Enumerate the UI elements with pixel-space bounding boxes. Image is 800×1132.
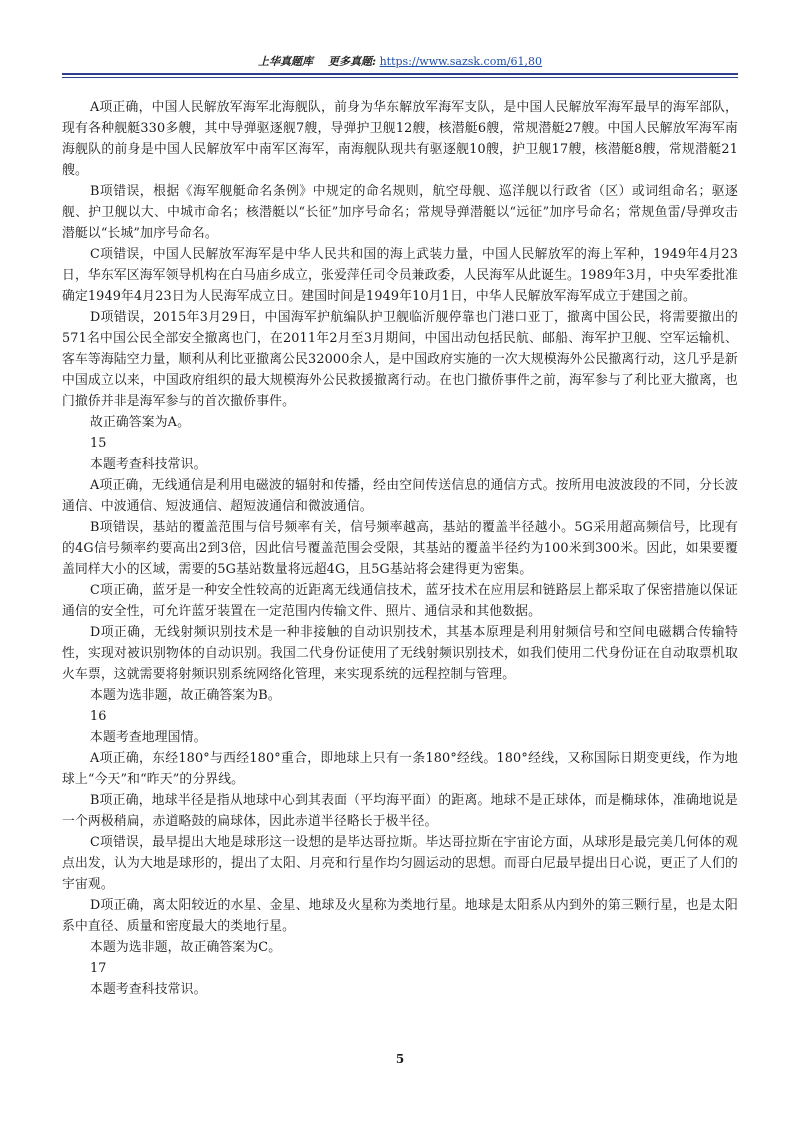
paragraph: A项正确，中国人民解放军海军北海舰队，前身为华东解放军海军支队，是中国人民解放军海军最早的海军部队，现有各种舰艇330多艘，其中导弹驱逐舰7艘，导弹护卫舰12艘，核潜艇6艘，常规潜艇27艘。中国人民解放军海军南海舰队的前身是中国人民解放军中南军区海军，南海舰队现共有驱逐舰10艘，护卫舰17艘，核潜艇8艘，常规潜艇21艘。 (62, 100, 738, 178)
answer-line: 本题为选非题，故正确答案为B。 (90, 688, 281, 703)
paragraph: D项错误，2015年3月29日，中国海军护航编队护卫舰临沂舰停靠也门港口亚丁，撤离中国公民，将需要撤出的571名中国公民全部安全撤离也门，在2011年2月至3月期间，中国出动包括民航、邮船、海军护卫舰、空军运输机、客车等海陆空力量，顺利从利比亚撤离公民32000余人，是中国政府实施的一次大规模海外公民撤离行动，这几乎是新中国成立以来，中国政府组织的最大规模海外公民救援撤离行动。在也门撤侨事件之前，海军参与了利比亚大撤离，也门撤侨并非是海军参与的首次撤侨事件。 (62, 310, 738, 409)
paragraph: A项正确，东经180°与西经180°重合，即地球上只有一条180°经线。180°经线，又称国际日期变更线，作为地球上“今天”和“昨天”的分界线。 (62, 751, 738, 787)
answer-line: 本题为选非题，故正确答案为C。 (90, 940, 282, 955)
paragraph: C项错误，中国人民解放军海军是中华人民共和国的海上武装力量，中国人民解放军的海上军种，1949年4月23日，华东军区海军领导机构在白马庙乡成立，张爱萍任司令员兼政委，人民海军从此诞生。1989年3月，中央军委批准确定1949年4月23日为人民海军成立日。建国时间是1949年10月1日，中华人民解放军海军成立于建国之前。 (62, 247, 738, 304)
paragraph: D项正确，离太阳较近的水星、金星、地球及火星称为类地行星。地球是太阳系从内到外的第三颗行星，也是太阳系中直径、质量和密度最大的类地行星。 (62, 898, 738, 934)
question-number: 15 (90, 436, 107, 451)
page-number: 5 (395, 1052, 405, 1066)
more-label: 更多真题: (328, 55, 377, 68)
topic-line: 本题考查科技常识。 (90, 457, 207, 472)
question-number: 17 (90, 961, 107, 976)
source-link[interactable]: https://www.sazsk.com/61,80 (379, 55, 542, 68)
question-number: 16 (90, 709, 107, 724)
page-header (0, 54, 800, 70)
paragraph: B项错误，根据《海军舰艇命名条例》中规定的命名规则，航空母舰、巡洋舰以行政省（区）或词组命名；驱逐舰、护卫舰以大、中城市命名；核潜艇以“长征”加序号命名；常规导弹潜艇以“远征”加序号命名；常规鱼雷/导弹攻击潜艇以“长城”加序号命名。 (62, 184, 738, 241)
header-divider (62, 73, 738, 75)
paragraph: C项错误，最早提出大地是球形这一设想的是毕达哥拉斯。毕达哥拉斯在宇宙论方面，从球形是最完美几何体的观点出发，认为大地是球形的，提出了太阳、月亮和行星作均匀圆运动的思想。而哥白尼最早提出日心说，更正了人们的宇宙观。 (62, 835, 738, 892)
header-divider-thin (62, 77, 738, 78)
answer-line: 故正确答案为A。 (90, 415, 191, 430)
paragraph: B项正确，地球半径是指从地球中心到其表面（平均海平面）的距离。地球不是正球体，而是椭球体，准确地说是一个两极稍扁，赤道略鼓的扁球体，因此赤道半径略长于极半径。 (62, 793, 738, 829)
paragraph: C项正确，蓝牙是一种安全性较高的近距离无线通信技术，蓝牙技术在应用层和链路层上都采取了保密措施以保证通信的安全性，可允许蓝牙装置在一定范围内传输文件、照片、通信录和其他数据。 (62, 583, 738, 619)
topic-line: 本题考查地理国情。 (90, 730, 207, 745)
paragraph: B项错误，基站的覆盖范围与信号频率有关，信号频率越高，基站的覆盖半径越小。5G采用超高频信号，比现有的4G信号频率约要高出2到3倍，因此信号覆盖范围会受限，其基站的覆盖半径约为100米到300米。因此，如果要覆盖同样大小的区域，需要的5G基站数量将远超4G，且5G基站将会建得更为密集。 (62, 520, 738, 577)
document-body (62, 97, 738, 1000)
paragraph: A项正确，无线通信是利用电磁波的辐射和传播，经由空间传送信息的通信方式。按所用电波波段的不同，分长波通信、中波通信、短波通信、超短波通信和微波通信。 (62, 478, 738, 514)
paragraph: D项正确，无线射频识别技术是一种非接触的自动识别技术，其基本原理是利用射频信号和空间电磁耦合传输特性，实现对被识别物体的自动识别。我国二代身份证使用了无线射频识别技术，如我们使用二代身份证在自动取票机取火车票，这就需要将射频识别系统网络化管理，来实现系统的远程控制与管理。 (62, 625, 738, 682)
brand-name: 上华真题库 (258, 55, 314, 68)
topic-line: 本题考查科技常识。 (90, 982, 207, 997)
